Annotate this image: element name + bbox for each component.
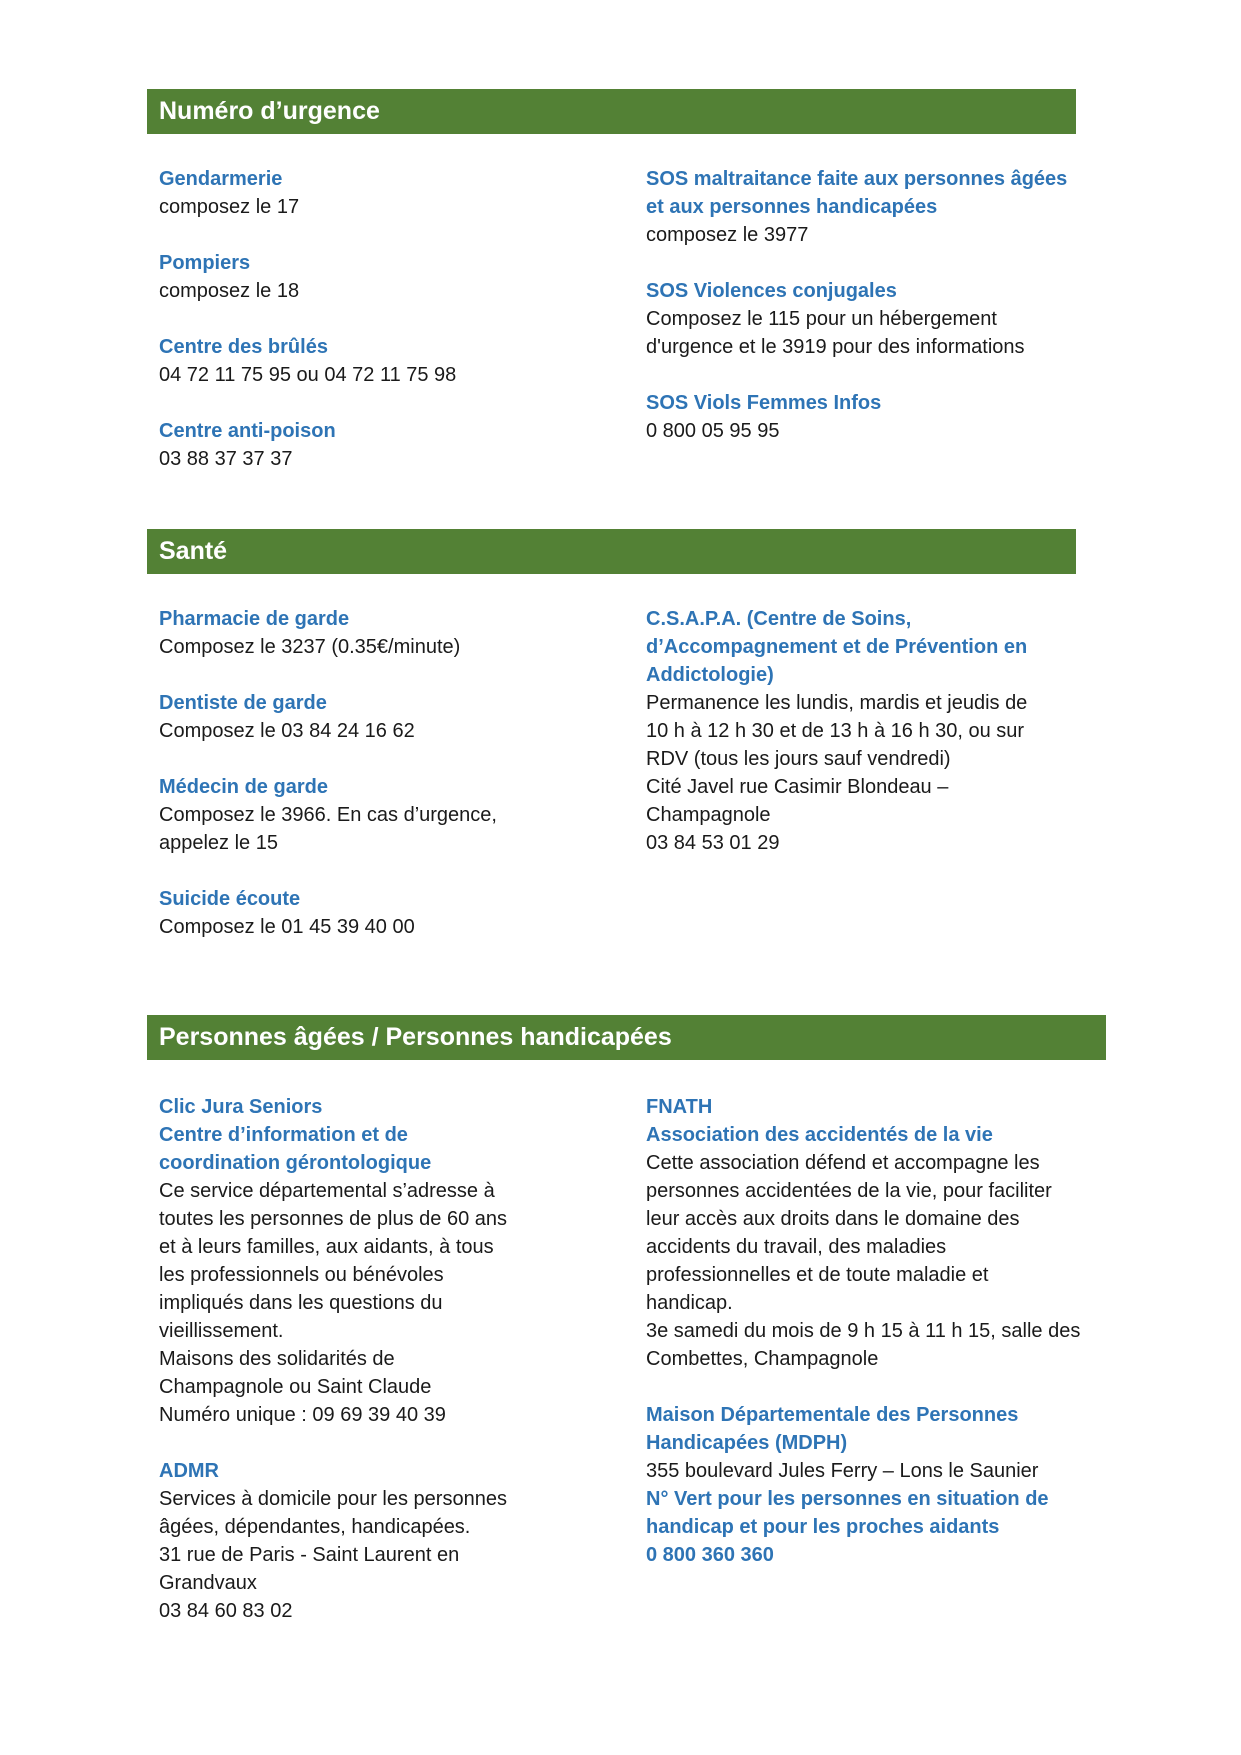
entry-title: ADMR: [159, 1460, 219, 1482]
agees-left-column: [159, 1093, 619, 1625]
entry-line: composez le 17: [159, 196, 300, 218]
contact-entry: [159, 689, 619, 745]
entry-line: âgées, dépendantes, handicapées.: [159, 1516, 471, 1538]
entry-highlight: N° Vert pour les personnes en situation de: [646, 1488, 1049, 1510]
agees-right-column: [646, 1093, 1126, 1569]
entry-line: Services à domicile pour les personnes: [159, 1488, 507, 1510]
contact-entry: [159, 605, 619, 661]
entry-line: impliqués dans les questions du: [159, 1292, 443, 1314]
entry-line: personnes accidentées de la vie, pour faciliter: [646, 1180, 1052, 1202]
entry-title: SOS maltraitance faite aux personnes âgées: [646, 168, 1068, 190]
entry-title: SOS Viols Femmes Infos: [646, 392, 882, 414]
entry-line: vieillissement.: [159, 1320, 284, 1342]
entry-title: d’Accompagnement et de Prévention en: [646, 636, 1028, 658]
entry-line: appelez le 15: [159, 832, 278, 854]
entry-title: Centre anti-poison: [159, 420, 336, 442]
entry-line: Maisons des solidarités de: [159, 1348, 395, 1370]
urgence-left-column: [159, 165, 619, 473]
section-header-urgence: Numéro d’urgence: [147, 89, 1076, 134]
entry-line: handicap.: [646, 1292, 733, 1314]
entry-line: composez le 3977: [646, 224, 809, 246]
contact-entry: [159, 249, 619, 305]
contact-entry: [646, 1401, 1126, 1569]
entry-line: 03 88 37 37 37: [159, 448, 293, 470]
entry-line: Composez le 3966. En cas d’urgence,: [159, 804, 497, 826]
entry-title: FNATH: [646, 1096, 713, 1118]
entry-line: leur accès aux droits dans le domaine des: [646, 1208, 1020, 1230]
entry-line: 355 boulevard Jules Ferry – Lons le Saunier: [646, 1460, 1039, 1482]
entry-line: Grandvaux: [159, 1572, 257, 1594]
contact-entry: [646, 1093, 1126, 1373]
entry-line: Composez le 3237 (0.35€/minute): [159, 636, 461, 658]
entry-line: Champagnole: [646, 804, 771, 826]
entry-title: Médecin de garde: [159, 776, 328, 798]
entry-line: 0 800 05 95 95: [646, 420, 780, 442]
entry-title: coordination gérontologique: [159, 1152, 432, 1174]
entry-line: Ce service départemental s’adresse à: [159, 1180, 495, 1202]
entry-line: 10 h à 12 h 30 et de 13 h à 16 h 30, ou sur: [646, 720, 1025, 742]
contact-entry: [159, 773, 619, 857]
entry-line: composez le 18: [159, 280, 300, 302]
entry-line: 03 84 53 01 29: [646, 832, 780, 854]
contact-entry: [159, 885, 619, 941]
entry-line: Composez le 03 84 24 16 62: [159, 720, 415, 742]
contact-entry: [646, 165, 1126, 249]
contact-entry: [646, 389, 1126, 445]
entry-line: Permanence les lundis, mardis et jeudis de: [646, 692, 1028, 714]
entry-line: d'urgence et le 3919 pour des informations: [646, 336, 1025, 358]
contact-entry: [159, 1093, 619, 1429]
entry-title: Association des accidentés de la vie: [646, 1124, 993, 1146]
entry-line: Cette association défend et accompagne les: [646, 1152, 1040, 1174]
entry-line: Cité Javel rue Casimir Blondeau –: [646, 776, 949, 798]
entry-line: Champagnole ou Saint Claude: [159, 1376, 432, 1398]
entry-line: accidents du travail, des maladies: [646, 1236, 947, 1258]
contact-entry: [646, 605, 1126, 857]
entry-highlight: handicap et pour les proches aidants: [646, 1516, 1000, 1538]
entry-title: Pompiers: [159, 252, 251, 274]
entry-title: Centre des brûlés: [159, 336, 328, 358]
contact-entry: [159, 333, 619, 389]
entry-title: Maison Départementale des Personnes: [646, 1404, 1019, 1426]
entry-line: 04 72 11 75 95 ou 04 72 11 75 98: [159, 364, 457, 386]
contact-entry: [159, 1457, 619, 1625]
section-header-personnes-agees: Personnes âgées / Personnes handicapées: [147, 1015, 1106, 1060]
entry-line: 3e samedi du mois de 9 h 15 à 11 h 15, salle des: [646, 1320, 1081, 1342]
entry-line: RDV (tous les jours sauf vendredi): [646, 748, 951, 770]
contact-entry: [159, 165, 619, 221]
entry-line: 31 rue de Paris - Saint Laurent en: [159, 1544, 460, 1566]
entry-title: SOS Violences conjugales: [646, 280, 897, 302]
entry-line: toutes les personnes de plus de 60 ans: [159, 1208, 508, 1230]
entry-title: Dentiste de garde: [159, 692, 327, 714]
entry-line: Composez le 115 pour un hébergement: [646, 308, 997, 330]
contact-entry: [159, 417, 619, 473]
entry-title: et aux personnes handicapées: [646, 196, 938, 218]
section-header-sante: Santé: [147, 529, 1076, 574]
entry-line: les professionnels ou bénévoles: [159, 1264, 444, 1286]
sante-left-column: [159, 605, 619, 941]
entry-title: Addictologie): [646, 664, 774, 686]
entry-title: C.S.A.P.A. (Centre de Soins,: [646, 608, 912, 630]
entry-title: Suicide écoute: [159, 888, 301, 910]
entry-highlight: 0 800 360 360: [646, 1544, 774, 1566]
entry-title: Clic Jura Seniors: [159, 1096, 323, 1118]
entry-title: Centre d’information et de: [159, 1124, 408, 1146]
entry-line: Combettes, Champagnole: [646, 1348, 879, 1370]
entry-title: Handicapées (MDPH): [646, 1432, 848, 1454]
contact-entry: [646, 277, 1126, 361]
entry-line: Composez le 01 45 39 40 00: [159, 916, 415, 938]
entry-line: Numéro unique : 09 69 39 40 39: [159, 1404, 446, 1426]
entry-line: et à leurs familles, aux aidants, à tous: [159, 1236, 494, 1258]
entry-line: professionnelles et de toute maladie et: [646, 1264, 989, 1286]
entry-title: Pharmacie de garde: [159, 608, 350, 630]
sante-right-column: [646, 605, 1126, 857]
entry-title: Gendarmerie: [159, 168, 283, 190]
urgence-right-column: [646, 165, 1126, 445]
entry-line: 03 84 60 83 02: [159, 1600, 293, 1622]
